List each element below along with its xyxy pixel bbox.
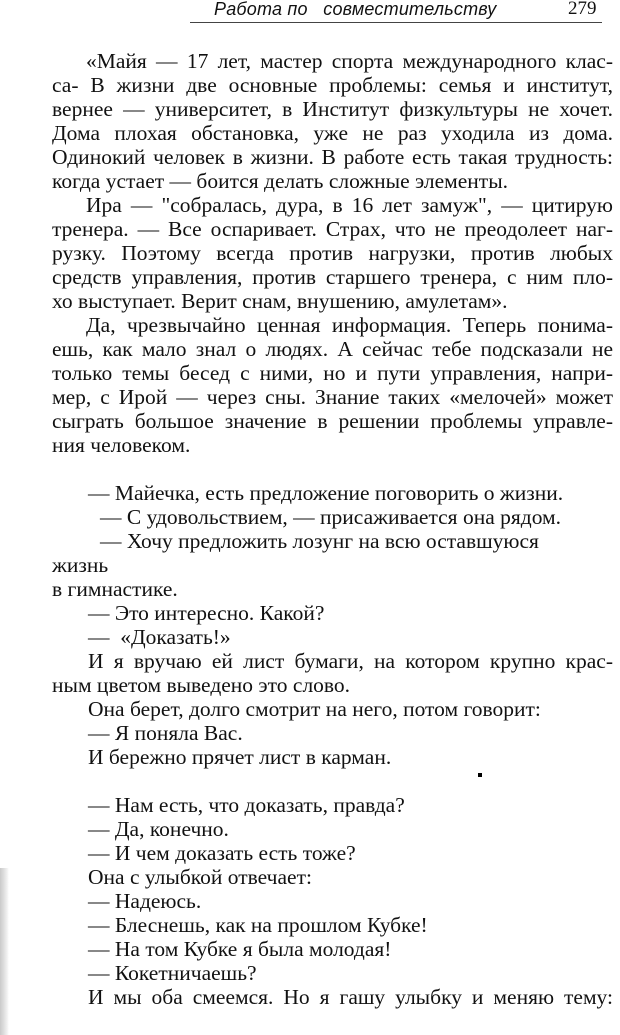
dialogue-line: — Нам есть, что доказать, правда?	[88, 793, 405, 817]
text-line: жизнь	[52, 553, 109, 577]
dialogue-line: — Хочу предложить лозунг на всю оставшуюся	[100, 529, 539, 553]
print-speck	[478, 773, 482, 777]
text-line: И мы оба смеемся. Но я гашу улыбку и меняю тему:	[88, 985, 613, 1009]
header-rule	[190, 22, 602, 23]
dialogue-line: — Я поняла Вас.	[88, 721, 243, 745]
dialogue-line: — Надеюсь.	[88, 889, 202, 913]
dialogue-line: — Майечка, есть предложение поговорить о жизни.	[88, 481, 564, 505]
text-line: ния человеком.	[52, 433, 191, 457]
text-line: Она с улыбкой отвечает:	[88, 865, 312, 889]
text-line: только темы бесед с ними, но и пути управления, напри-	[52, 361, 613, 385]
dialogue-line: — На том Кубке я была молодая!	[88, 937, 392, 961]
text-line: тренера. — Все оспаривает. Страх, что не преодолеет наг-	[52, 217, 613, 241]
text-line: Ира — "собралась, дура, в 16 лет замуж", — цитирую	[86, 193, 613, 217]
text-line: рузку. Поэтому всегда против нагрузки, против любых	[52, 241, 613, 265]
text-line: Да, чрезвычайно ценная информация. Теперь понима-	[86, 313, 613, 337]
text-line: И бережно прячет лист в карман.	[88, 745, 392, 769]
text-line: Одинокий человек в жизни. В работе есть такая трудность:	[52, 145, 613, 169]
text-line: вернее — университет, в Институт физкультуры не хочет.	[52, 97, 613, 121]
dialogue-line: — Это интересно. Какой?	[88, 601, 325, 625]
dialogue-line: — И чем доказать есть тоже?	[88, 841, 356, 865]
text-line: «Майя — 17 лет, мастер спорта международного клас-	[86, 49, 613, 73]
dialogue-line: — Да, конечно.	[88, 817, 229, 841]
running-title: Работа по совместительству	[214, 0, 497, 19]
dialogue-line: — С удовольствием, — присаживается она рядом.	[100, 505, 562, 529]
text-line: средств управления, против старшего тренера, с ним пло-	[52, 265, 613, 289]
text-line: Дома плохая обстановка, уже не раз уходила из дома.	[52, 121, 613, 145]
text-line: хо выступает. Верит снам, внушению, амулетам».	[52, 289, 508, 313]
text-line: сыграть большое значение в решении проблемы управле-	[52, 409, 613, 433]
text-line: ешь, как мало знал о людях. А сейчас тебе подсказали не	[52, 337, 613, 361]
text-line: са- В жизни две основные проблемы: семья и институт,	[52, 73, 613, 97]
text-line: когда устает — боится делать сложные элементы.	[52, 169, 509, 193]
page-number: 279	[568, 0, 597, 19]
text-line: мер, с Ирой — через сны. Знание таких «мелочей» может	[52, 385, 613, 409]
dialogue-line: — Блеснешь, как на прошлом Кубке!	[88, 913, 428, 937]
dialogue-line: — Кокетничаешь?	[88, 961, 257, 985]
text-line: в гимнастике.	[52, 577, 178, 601]
text-line: ным цветом выведено это слово.	[52, 673, 351, 697]
page-header	[0, 0, 620, 28]
text-line: И я вручаю ей лист бумаги, на котором крупно крас-	[88, 649, 613, 673]
dialogue-line: — «Доказать!»	[88, 625, 231, 649]
text-line: Она берет, долго смотрит на него, потом говорит:	[88, 697, 541, 721]
page-edge-shadow	[0, 868, 9, 1035]
